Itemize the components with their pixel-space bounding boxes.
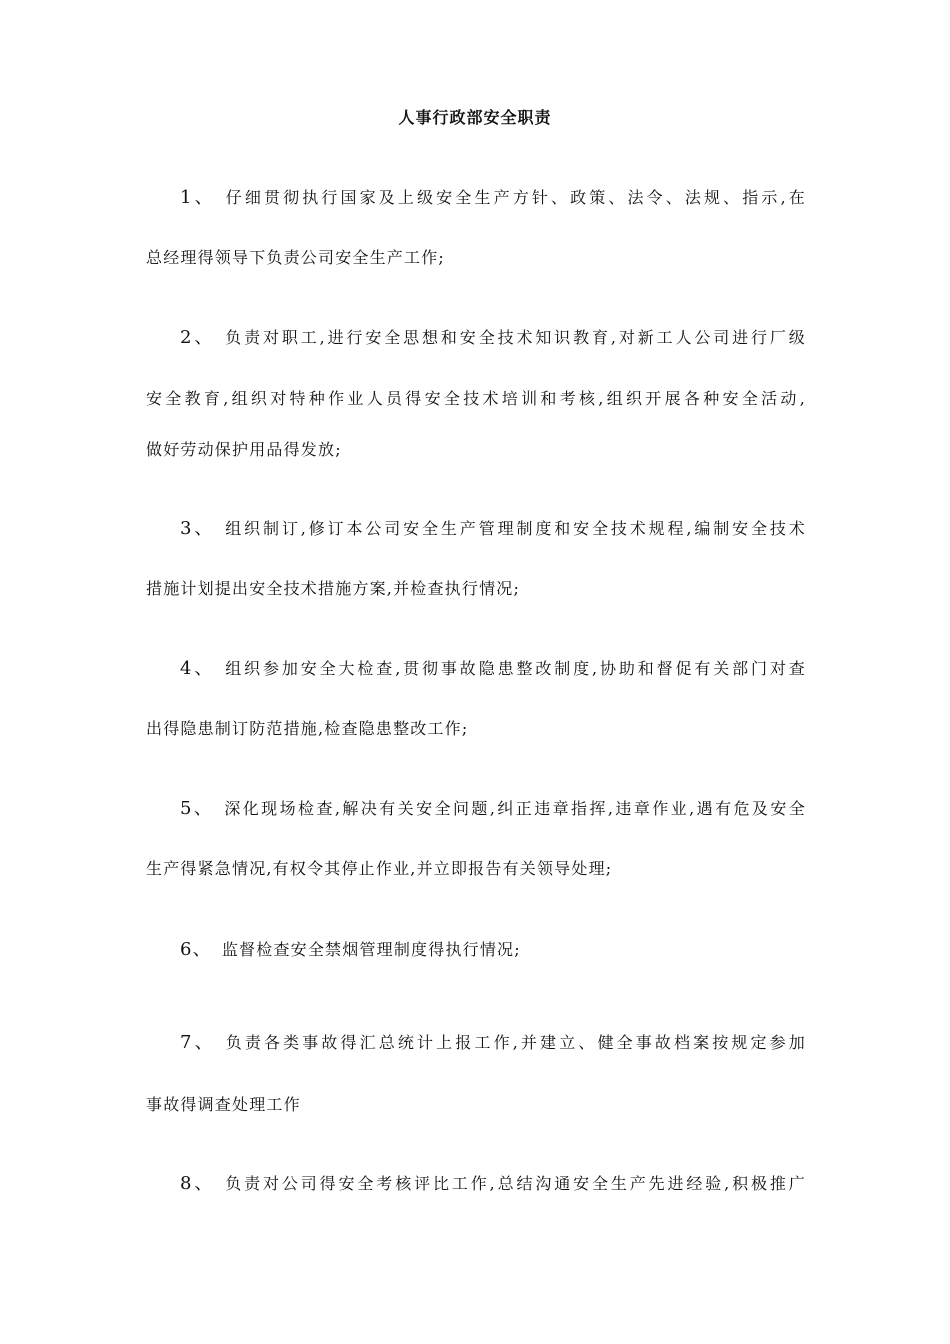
item-8-number: 8、 bbox=[180, 1173, 216, 1194]
item-1-line-2: 总经理得领导下负责公司安全生产工作; bbox=[146, 248, 445, 267]
item-6-line-1 bbox=[146, 937, 806, 963]
item-3-line-1 bbox=[146, 516, 806, 542]
item-5-line-2: 生产得紧急情况,有权令其停止作业,并立即报告有关领导处理; bbox=[146, 859, 613, 878]
item-5-text-line-1: 深化现场检查,解决有关安全问题,纠正违章指挥,违章作业,遇有危及安全 bbox=[224, 799, 806, 818]
item-2-line-2: 安全教育,组织对特种作业人员得安全技术培训和考核,组织开展各种安全活动, bbox=[146, 389, 806, 408]
item-1-text-line-1: 仔细贯彻执行国家及上级安全生产方针、政策、法令、法规、指示,在 bbox=[225, 188, 806, 207]
item-4-number: 4、 bbox=[180, 658, 216, 679]
item-6-text-line-1: 监督检查安全禁烟管理制度得执行情况; bbox=[221, 940, 521, 959]
item-2-number: 2、 bbox=[180, 327, 216, 348]
item-4-line-1 bbox=[146, 656, 806, 682]
page-title: 人事行政部安全职责 bbox=[398, 108, 552, 127]
item-1-number: 1、 bbox=[180, 187, 216, 208]
item-7-number: 7、 bbox=[180, 1032, 216, 1053]
item-4-text-line-1: 组织参加安全大检查,贯彻事故隐患整改制度,协助和督促有关部门对查 bbox=[225, 659, 807, 678]
item-2-line-3: 做好劳动保护用品得发放; bbox=[146, 440, 342, 459]
item-7-line-2: 事故得调查处理工作 bbox=[146, 1095, 301, 1114]
item-3-number: 3、 bbox=[180, 518, 216, 539]
item-1-line-1 bbox=[146, 185, 806, 211]
item-4-line-2: 出得隐患制订防范措施,检查隐患整改工作; bbox=[146, 719, 469, 738]
item-2-line-1 bbox=[146, 325, 806, 351]
item-8-line-1 bbox=[146, 1171, 806, 1197]
item-3-text-line-1: 组织制订,修订本公司安全生产管理制度和安全技术规程,编制安全技术 bbox=[225, 519, 807, 538]
item-6-number: 6、 bbox=[180, 939, 212, 960]
item-3-line-2: 措施计划提出安全技术措施方案,并检查执行情况; bbox=[146, 579, 521, 598]
item-5-line-1 bbox=[146, 796, 806, 822]
item-5-number: 5、 bbox=[180, 798, 215, 819]
item-7-text-line-1: 负责各类事故得汇总统计上报工作,并建立、健全事故档案按规定参加 bbox=[225, 1033, 806, 1052]
item-2-text-line-1: 负责对职工,进行安全思想和安全技术知识教育,对新工人公司进行厂级 bbox=[225, 328, 807, 347]
item-7-line-1 bbox=[146, 1030, 806, 1056]
item-8-text-line-1: 负责对公司得安全考核评比工作,总结沟通安全生产先进经验,积极推广 bbox=[225, 1174, 807, 1193]
